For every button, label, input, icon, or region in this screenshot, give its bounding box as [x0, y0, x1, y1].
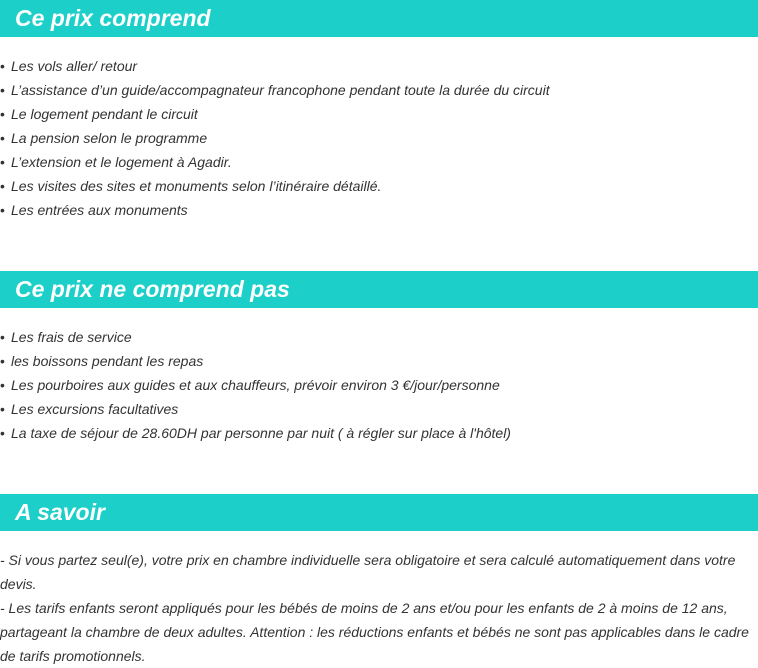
list-item: • Les pourboires aux guides et aux chauffeurs, prévoir environ 3 €/jour/personne	[0, 373, 758, 397]
list-item: • Les frais de service	[0, 325, 758, 349]
included-section	[0, 0, 758, 222]
bullet-icon: •	[0, 130, 5, 146]
excluded-title: Ce prix ne comprend pas	[0, 271, 758, 308]
list-item: • Les excursions facultatives	[0, 397, 758, 421]
bullet-icon: •	[0, 377, 5, 393]
note-paragraph: - Si vous partez seul(e), votre prix en chambre individuelle sera obligatoire et sera calculé automatiquement dans votre devis.	[0, 552, 736, 592]
list-item: • L’extension et le logement à Agadir.	[0, 150, 758, 174]
bullet-icon: •	[0, 106, 5, 122]
list-item: • L’assistance d’un guide/accompagnateur francophone pendant toute la durée du circuit	[0, 78, 758, 102]
list-item: • Les entrées aux monuments	[0, 198, 758, 222]
bullet-icon: •	[0, 425, 5, 441]
bullet-icon: •	[0, 353, 5, 369]
list-item: • La pension selon le programme	[0, 126, 758, 150]
included-list	[0, 54, 758, 222]
excluded-list	[0, 325, 758, 445]
notes-section	[0, 494, 758, 668]
notes-content	[0, 548, 758, 668]
list-item: • Les visites des sites et monuments selon l’itinéraire détaillé.	[0, 174, 758, 198]
bullet-icon: •	[0, 58, 5, 74]
list-item: • Le logement pendant le circuit	[0, 102, 758, 126]
notes-title: A savoir	[0, 494, 758, 531]
list-item: • La taxe de séjour de 28.60DH par personne par nuit ( à régler sur place à l'hôtel)	[0, 421, 758, 445]
bullet-icon: •	[0, 329, 5, 345]
included-title: Ce prix comprend	[0, 0, 758, 37]
bullet-icon: •	[0, 178, 5, 194]
excluded-section	[0, 271, 758, 445]
note-paragraph: - Les tarifs enfants seront appliqués pour les bébés de moins de 2 ans et/ou pour les enfants de 2 à moins de 12 ans, partageant la chambre de deux adultes. Attention : les réductions enfants et bébés ne sont pas applicables dans le cadre de tarifs promotionnels.	[0, 600, 749, 664]
bullet-icon: •	[0, 401, 5, 417]
list-item: • les boissons pendant les repas	[0, 349, 758, 373]
bullet-icon: •	[0, 82, 5, 98]
bullet-icon: •	[0, 154, 5, 170]
bullet-icon: •	[0, 202, 5, 218]
list-item: • Les vols aller/ retour	[0, 54, 758, 78]
